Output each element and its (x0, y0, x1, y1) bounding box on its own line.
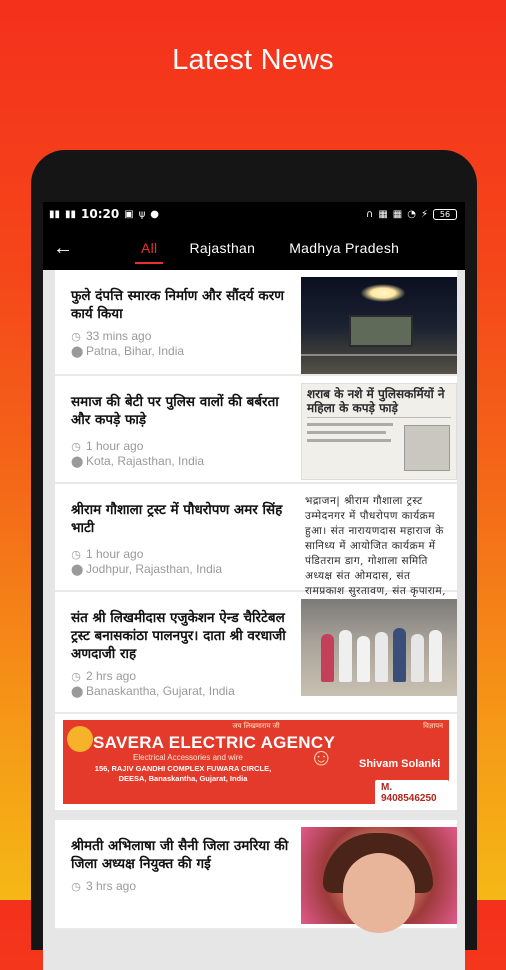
fence-shape (301, 354, 457, 356)
clock-icon: ◷ (71, 670, 81, 683)
text-line (307, 439, 391, 442)
news-location (71, 454, 293, 468)
signal-icon: ▮▮ (65, 208, 77, 220)
statue-shape (349, 315, 413, 347)
ad-tag: विज्ञापन (423, 723, 443, 730)
arrow-left-icon: ← (53, 236, 73, 259)
back-button[interactable] (43, 226, 83, 270)
news-title: फुले दंपत्ति स्मारक निर्माण और सौंदर्य करण कार्य किया (71, 288, 285, 322)
news-time (71, 879, 293, 893)
news-title: समाज की बेटी पर पुलिस वालों की बर्बरता और कपड़े फाड़े (71, 394, 279, 428)
news-thumbnail[interactable] (301, 383, 457, 480)
news-thumbnail[interactable] (301, 277, 457, 374)
page-title: Latest News (172, 44, 334, 76)
saint-portrait-icon: ☺ (309, 744, 334, 771)
tab-label: All (141, 240, 158, 256)
news-time-text: 3 hrs ago (86, 879, 137, 893)
location-pin-icon: ⬤ (71, 563, 84, 576)
ad-address: 156, RAJIV GANDHI COMPLEX FUWARA CIRCLE, DEESA, Banaskantha, Gujarat, India (94, 764, 272, 783)
tab-all[interactable] (127, 226, 171, 270)
news-title: श्रीमती अभिलाषा जी सैनी जिला उमरिया की जिला अध्यक्ष नियुक्त की गई (71, 838, 289, 872)
clock-icon: ◷ (71, 880, 81, 893)
ad-business-name: SAVERA ELECTRIC AGENCY (93, 733, 336, 752)
category-nav (43, 226, 465, 270)
settings-icon: ● (150, 208, 160, 220)
phone-screen (43, 202, 465, 962)
ad-contact-name: Shivam Solanki (359, 758, 441, 770)
clock-icon: ◷ (71, 440, 81, 453)
person-figure (321, 634, 334, 682)
flash-icon: ⚡ (420, 208, 428, 220)
news-location (71, 344, 293, 358)
news-time-text: 2 hrs ago (86, 669, 137, 683)
news-thumbnail[interactable] (301, 491, 457, 597)
person-figure (339, 630, 352, 682)
news-location-text: Kota, Rajasthan, India (86, 454, 205, 468)
news-card[interactable] (55, 484, 457, 597)
person-figure (429, 630, 442, 682)
newspaper-headline: शराब के नशे में पुलिसकर्मियों ने महिला के कपड़े फाड़े (307, 387, 451, 418)
news-title: श्रीराम गौशाला ट्रस्ट में पौधरोपण अमर सिंह भाटी (71, 502, 283, 536)
volte-icon: ▦ (378, 208, 388, 220)
news-location-text: Jodhpur, Rajasthan, India (86, 562, 223, 576)
tab-label: Rajasthan (189, 240, 256, 256)
news-feed[interactable] (43, 270, 465, 970)
news-time (71, 547, 293, 561)
news-location (71, 562, 293, 576)
news-thumbnail[interactable] (301, 599, 457, 696)
news-card[interactable] (55, 592, 457, 714)
person-figure (357, 636, 370, 682)
data-icon: ▦ (392, 208, 403, 220)
newspaper-clipping-text: भद्राजन| श्रीराम गौशाला ट्रस्ट उम्मेदनगर में पौधरोपण कार्यक्रम हुआ। संत नारायणदास महाराज के सानिध्य में आयोजित कार्यक्रम में पंडितराम डाग, गोशाला समिति अध्यक्ष संत ओमदास, संत रामप्रकाश सुरतावण, संत कृपाराम, (305, 495, 447, 597)
ad-phone: M. 9408546250 (375, 780, 449, 806)
battery-icon: 56 (433, 209, 457, 220)
usb-icon: ψ (138, 208, 146, 220)
phone-frame (31, 150, 477, 950)
news-card[interactable] (55, 376, 457, 484)
location-pin-icon: ⬤ (71, 455, 84, 468)
news-time-text: 1 hour ago (86, 439, 144, 453)
news-thumbnail[interactable] (301, 827, 457, 924)
signal-icon: ▮▮ (49, 208, 61, 220)
news-time-text: 33 mins ago (86, 329, 152, 343)
ad-top-line: जय लिखमाराम जी (232, 723, 280, 730)
text-line (307, 431, 386, 434)
news-location (71, 684, 293, 698)
tab-label: Madhya Pradesh (289, 240, 400, 256)
news-time-text: 1 hour ago (86, 547, 144, 561)
status-bar (43, 202, 465, 226)
ad-banner[interactable] (63, 720, 449, 804)
location-pin-icon: ⬤ (71, 685, 84, 698)
news-location-text: Patna, Bihar, India (86, 344, 185, 358)
news-card[interactable] (55, 270, 457, 376)
person-figure (393, 628, 406, 682)
newspaper-photo (404, 425, 450, 471)
portrait-face (343, 853, 415, 933)
text-line (307, 423, 393, 426)
person-figure (411, 634, 424, 682)
tab-madhya-pradesh[interactable] (275, 226, 413, 270)
ad-banner-container (55, 714, 457, 810)
person-figure (375, 632, 388, 682)
news-card[interactable] (55, 820, 457, 930)
headphones-icon: ∩ (366, 208, 374, 220)
news-time (71, 439, 293, 453)
news-location-text: Banaskantha, Gujarat, India (86, 684, 235, 698)
location-pin-icon: ⬤ (71, 345, 84, 358)
notification-icon: ▣ (124, 208, 134, 220)
wifi-icon: ◔ (407, 208, 416, 220)
ad-subtitle: Electrical Accessories and wire (133, 753, 243, 762)
tab-rajasthan[interactable] (175, 226, 269, 270)
status-time: 10:20 (81, 207, 120, 221)
clock-icon: ◷ (71, 330, 81, 343)
clock-icon: ◷ (71, 548, 81, 561)
news-time (71, 669, 293, 683)
news-time (71, 329, 293, 343)
news-title: संत श्री लिखमीदास एजुकेशन ऐन्ड चैरिटेबल ट्रस्ट बनासकांठा पालनपुर। दाता श्री वरधाजी अणदाजी राह (71, 610, 286, 662)
